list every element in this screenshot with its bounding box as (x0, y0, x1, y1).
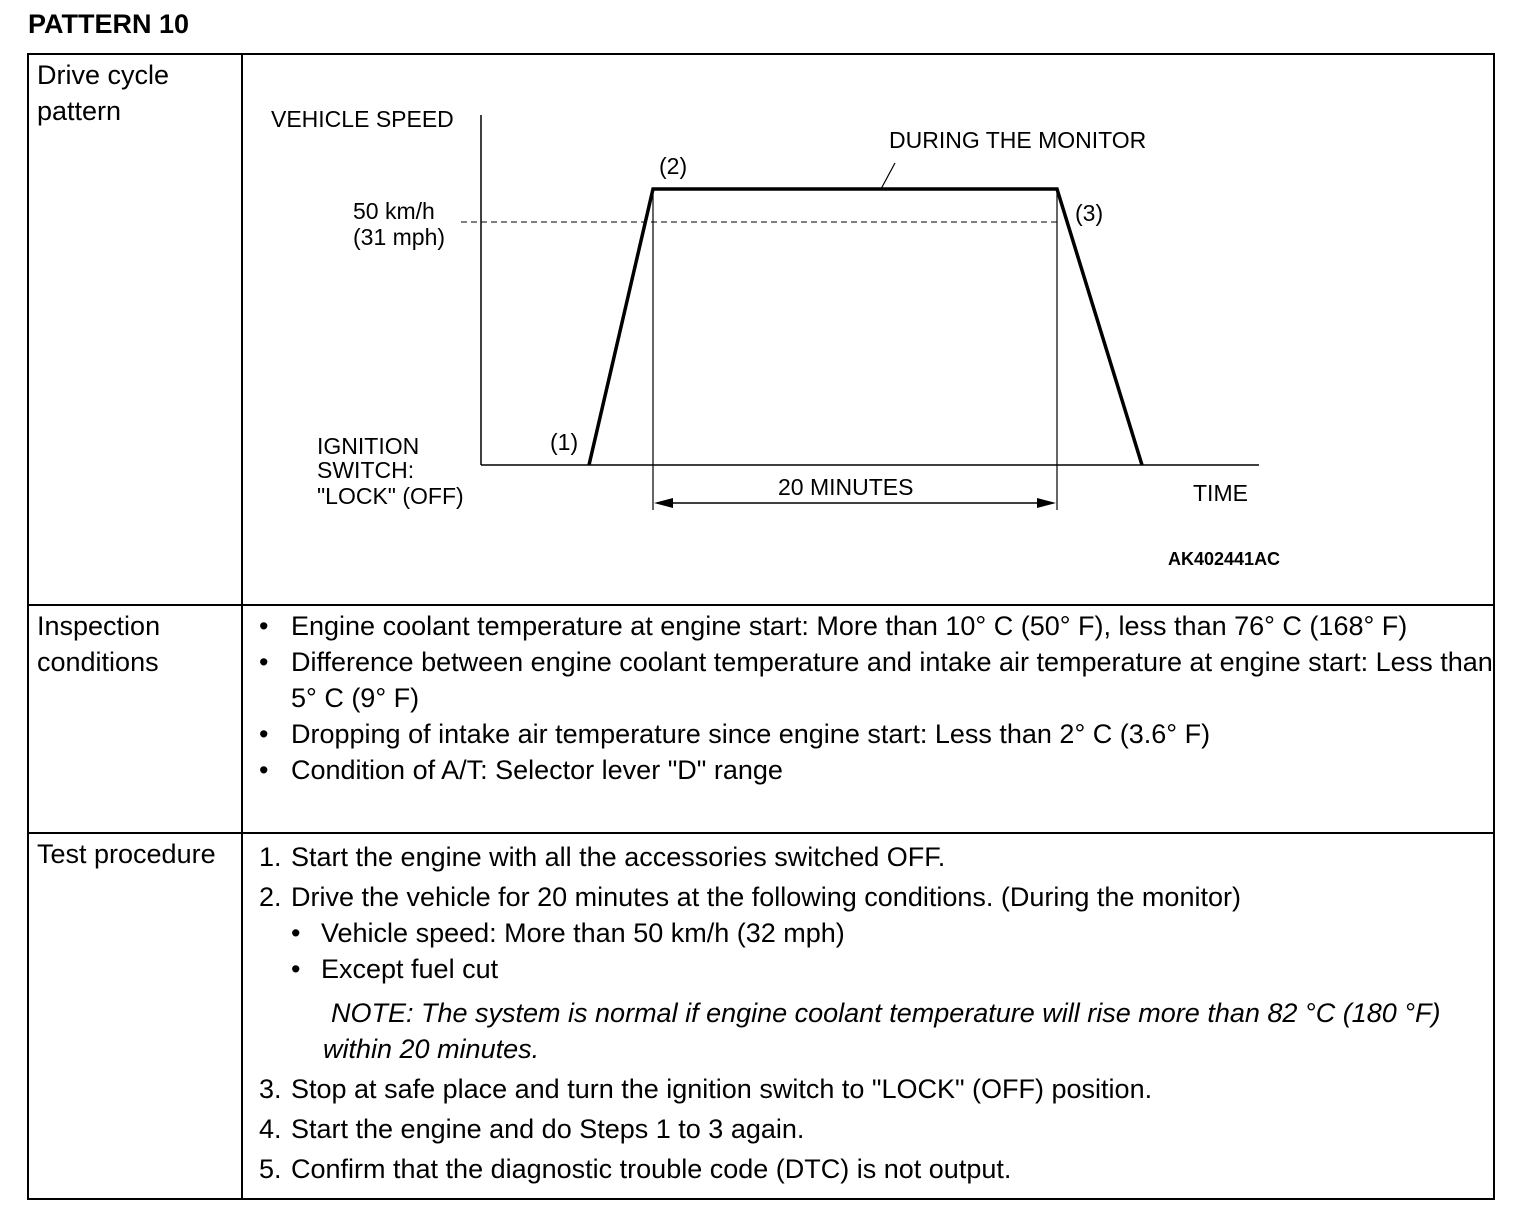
monitor-leader-line (881, 163, 895, 189)
x-axis-label: TIME (1193, 480, 1248, 506)
monitor-label: DURING THE MONITOR (889, 127, 1147, 153)
list-item: • Engine coolant temperature at engine start: More than 10° C (50° F), less than 76° C (168° F) (259, 608, 1493, 644)
step-text: Start the engine and do Steps 1 to 3 again. (291, 1114, 805, 1144)
inspection-label: Inspection conditions (37, 611, 161, 677)
step-text: Drive the vehicle for 20 minutes at the following conditions. (During the monitor) (291, 882, 1241, 912)
step-number: 3. (259, 1074, 282, 1104)
step-2-note: NOTE: The system is normal if engine coolant temperature will rise more than 82 °C (180 °F) within 20 minutes. (323, 998, 1441, 1064)
list-item: • Dropping of intake air temperature since engine start: Less than 2° C (3.6° F) (259, 716, 1493, 752)
point-1-label: (1) (550, 429, 579, 455)
y-axis-label: VEHICLE SPEED (271, 106, 454, 132)
step-item (259, 1071, 1493, 1107)
step-text: Stop at safe place and turn the ignition switch to "LOCK" (OFF) position. (291, 1074, 1153, 1104)
test-label-cell (28, 833, 242, 1199)
duration-arrow-left-head (654, 498, 673, 508)
point-2-label: (2) (659, 153, 688, 179)
drive-cycle-label: Drive cycle pattern (37, 60, 170, 126)
step-number: 4. (259, 1114, 282, 1144)
drive-cycle-row (28, 54, 1494, 605)
step-text: Confirm that the diagnostic trouble code (DTC) is not output. (291, 1154, 1012, 1184)
speed-profile (589, 189, 1142, 465)
speed-label-kmh: 50 km/h (353, 198, 435, 224)
test-procedure-row (28, 833, 1494, 1199)
drive-cycle-diagram (243, 55, 1501, 600)
duration-label: 20 MINUTES (778, 474, 914, 500)
step-item (259, 1111, 1493, 1147)
figure-code: AK402441AC (1168, 549, 1281, 569)
step-number: 1. (259, 842, 282, 872)
step-item (259, 879, 1493, 1067)
inspection-list (243, 606, 1493, 788)
inspection-row (28, 605, 1494, 833)
inspection-content-cell (242, 605, 1494, 833)
duration-arrow-right-head (1037, 498, 1056, 508)
list-item: • Difference between engine coolant temperature and intake air temperature at engine start: Less than 5° C (9° F) (259, 644, 1493, 716)
ignition-label-line2: SWITCH: (317, 457, 415, 483)
drive-cycle-chart-cell (242, 54, 1494, 605)
step-item (259, 1151, 1493, 1187)
step-item (259, 839, 1493, 875)
test-steps (243, 834, 1493, 1187)
page-title: PATTERN 10 (28, 9, 190, 39)
step-2-conditions (259, 915, 1493, 987)
step-number: 5. (259, 1154, 282, 1184)
list-item: • Except fuel cut (291, 951, 1493, 987)
step-text: Start the engine with all the accessories switched OFF. (291, 842, 946, 872)
point-3-label: (3) (1075, 200, 1104, 226)
step-number: 2. (259, 882, 282, 912)
list-item: • Condition of A/T: Selector lever "D" range (259, 752, 1493, 788)
inspection-label-cell (28, 605, 242, 833)
ignition-label-line1: IGNITION (317, 433, 420, 459)
list-item: • Vehicle speed: More than 50 km/h (32 mph) (291, 915, 1493, 951)
test-procedure-label: Test procedure (37, 839, 216, 869)
test-content-cell (242, 833, 1494, 1199)
procedure-table (27, 53, 1495, 1200)
ignition-label-line3: "LOCK" (OFF) (317, 483, 464, 509)
drive-cycle-label-cell (28, 54, 242, 605)
speed-label-mph: (31 mph) (353, 224, 446, 250)
